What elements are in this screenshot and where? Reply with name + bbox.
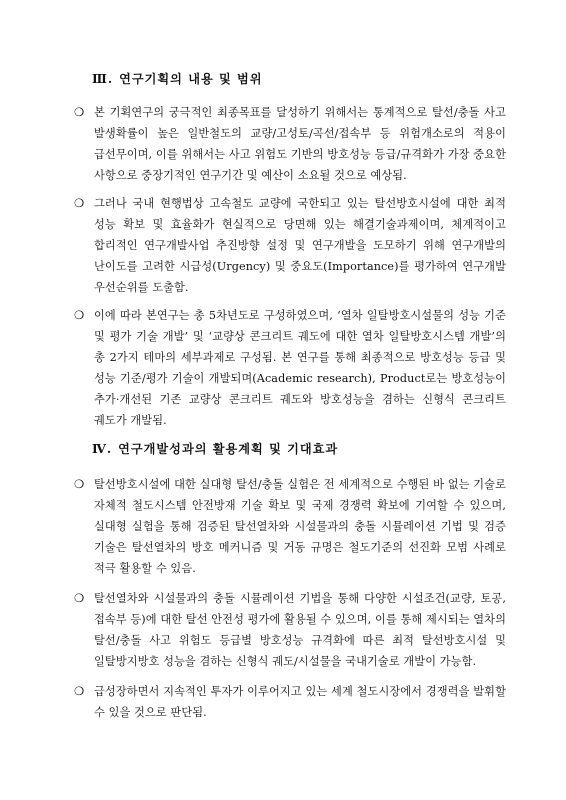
section-number: Ⅲ. [92,72,114,86]
paragraph-item [74,305,506,431]
paragraph-text: 탈선열차와 시설물과의 충돌 시뮬레이션 기법을 통해 다양한 시설조건(교량, 토공, 접속부 등)에 대한 탈선 안전성 평가에 활용될 수 있으며, 이를 통해 제시되는 열차의 탈선/충돌 사고 위험도 등급별 방호성능 규격화에 따른 최적 탈선방호시설 및 일탈방지방호 성능을 겸하는 신형식 궤도/시설물을 국내기술로 개발이 가능함. [94,592,506,668]
paragraph-item [74,588,506,672]
bullet-icon: ❍ [74,477,85,491]
section-heading-3 [92,70,263,87]
paragraph-text: 탈선방호시설에 대한 실대형 탈선/충돌 실험은 전 세계적으로 수행된 바 없는 기술로 자체적 철도시스템 안전방재 기술 확보 및 국제 경쟁력 확보에 기여할 수 있으며, 실대형 실험을 통해 검증된 탈선열차와 시설물과의 충돌 시뮬레이션 기법 및 검증 기술은 탈선열차의 방호 메커니즘 및 거동 규명은 철도기준의 선진화 모범 사례로 적극 활용할 수 있음. [94,478,506,575]
bullet-icon: ❍ [74,591,85,605]
paragraph-item [74,681,506,723]
section-heading-4 [92,440,338,457]
paragraph-item [74,193,506,298]
paragraph-text: 그러나 국내 현행법상 고속철도 교량에 국한되고 있는 탈선방호시설에 대한 최적 성능 확보 및 효율화가 현실적으로 당면해 있는 해결기술과제이며, 체계적이고 합리적인 연구개발사업 추진방향 설정 및 연구개발을 도모하기 위해 연구개발의 난이도를 고려한 시급성(Urgency) 및 중요도(Importance)를 평가하여 연구개발 우선순위를 도출함. [94,197,506,294]
section-title: 연구개발성과의 활용계획 및 기대효과 [118,442,339,456]
paragraph-item [74,474,506,579]
section-number: Ⅳ. [92,442,113,456]
bullet-icon: ❍ [74,196,85,210]
paragraph-item [74,102,506,186]
section-title: 연구기획의 내용 및 범위 [119,72,263,86]
paragraph-text: 본 기획연구의 궁극적인 최종목표를 달성하기 위해서는 통계적으로 탈선/충돌 사고 발생확률이 높은 일반철도의 교량/고성토/곡선/접속부 등 위험개소로의 적용이 급선무이며, 이를 위해서는 사고 위험도 기반의 방호성능 등급/규격화가 가장 중요한 사항으로 중장기적인 연구기간 및 예산이 소요될 것으로 예상됨. [94,106,506,182]
paragraph-text: 급성장하면서 지속적인 투자가 이루어지고 있는 세계 철도시장에서 경쟁력을 발휘할 수 있을 것으로 판단됨. [94,685,506,719]
bullet-icon: ❍ [74,684,85,698]
bullet-icon: ❍ [74,308,85,322]
paragraph-text: 이에 따라 본연구는 총 5차년도로 구성하였으며, ‘열차 일탈방호시설물의 성능 기준 및 평가 기술 개발’ 및 ‘교량상 콘크리트 궤도에 대한 열차 일탈방호시스템 개발’의 총 2가지 테마의 세부과제로 구성됨. 본 연구를 통해 최종적으로 방호성능 등급 및 성능 기준/평가 기술이 개발되며(Academic research), Product로는 방호성능이 추가·개선된 기존 교량상 콘크리트 궤도와 방호성능을 겸하는 신형식 콘크리트 궤도가 개발됨. [94,309,506,427]
bullet-icon: ❍ [74,105,85,119]
